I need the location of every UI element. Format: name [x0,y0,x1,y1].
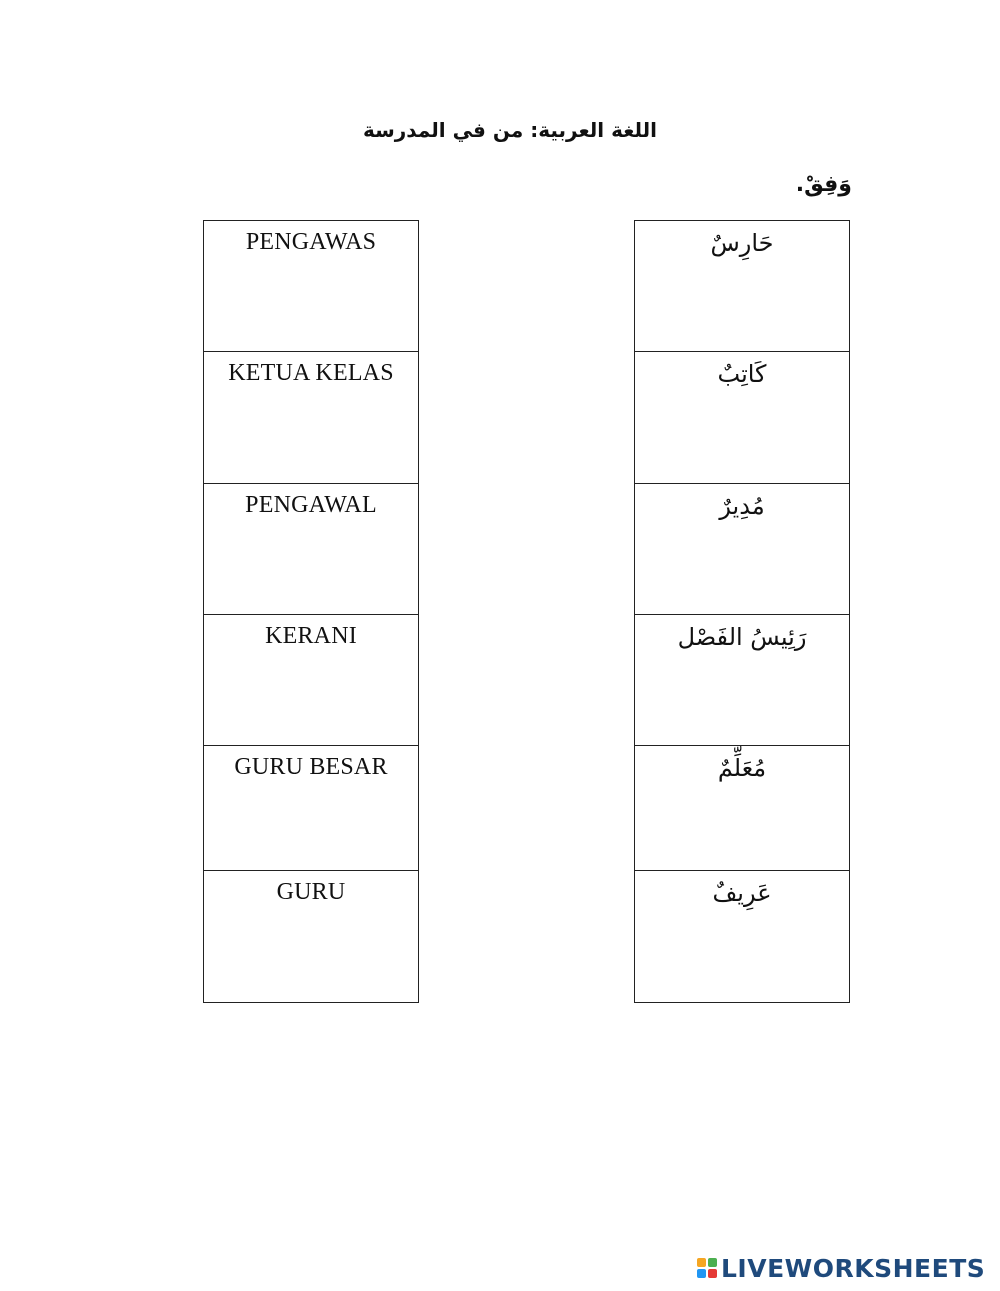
match-label: مُعَلِّمٌ [717,754,767,782]
match-label: GURU [276,879,346,905]
match-label: PENGAWAS [245,229,377,255]
match-box-left-5[interactable] [203,745,419,871]
match-box-right-3[interactable] [634,483,850,615]
instruction-text: وَفِقْ. [795,172,852,197]
match-label: GURU BESAR [234,754,388,780]
match-label: رَئِيسُ الفَصْل [677,623,807,651]
match-label: PENGAWAL [245,492,377,518]
match-box-left-1[interactable] [203,220,419,352]
liveworksheets-logo-icon [697,1258,717,1278]
match-box-right-5[interactable] [634,745,850,871]
match-box-right-6[interactable] [634,870,850,1003]
match-label: مُدِيرٌ [719,492,765,520]
match-box-left-3[interactable] [203,483,419,615]
page-title: اللغة العربية: من في المدرسة [362,118,658,142]
match-label: كَاتِبٌ [717,360,767,388]
match-box-right-4[interactable] [634,614,850,746]
match-box-right-2[interactable] [634,351,850,484]
match-box-left-4[interactable] [203,614,419,746]
match-box-right-1[interactable] [634,220,850,352]
match-box-left-6[interactable] [203,870,419,1003]
match-label: KERANI [265,623,357,649]
match-label: عَرِيفٌ [712,879,772,907]
match-label: حَارِسٌ [710,229,774,257]
match-label: KETUA KELAS [228,360,394,386]
liveworksheets-logo [697,1253,985,1283]
match-box-left-2[interactable] [203,351,419,484]
logo-text: LIVEWORKSHEETS [721,1253,986,1283]
